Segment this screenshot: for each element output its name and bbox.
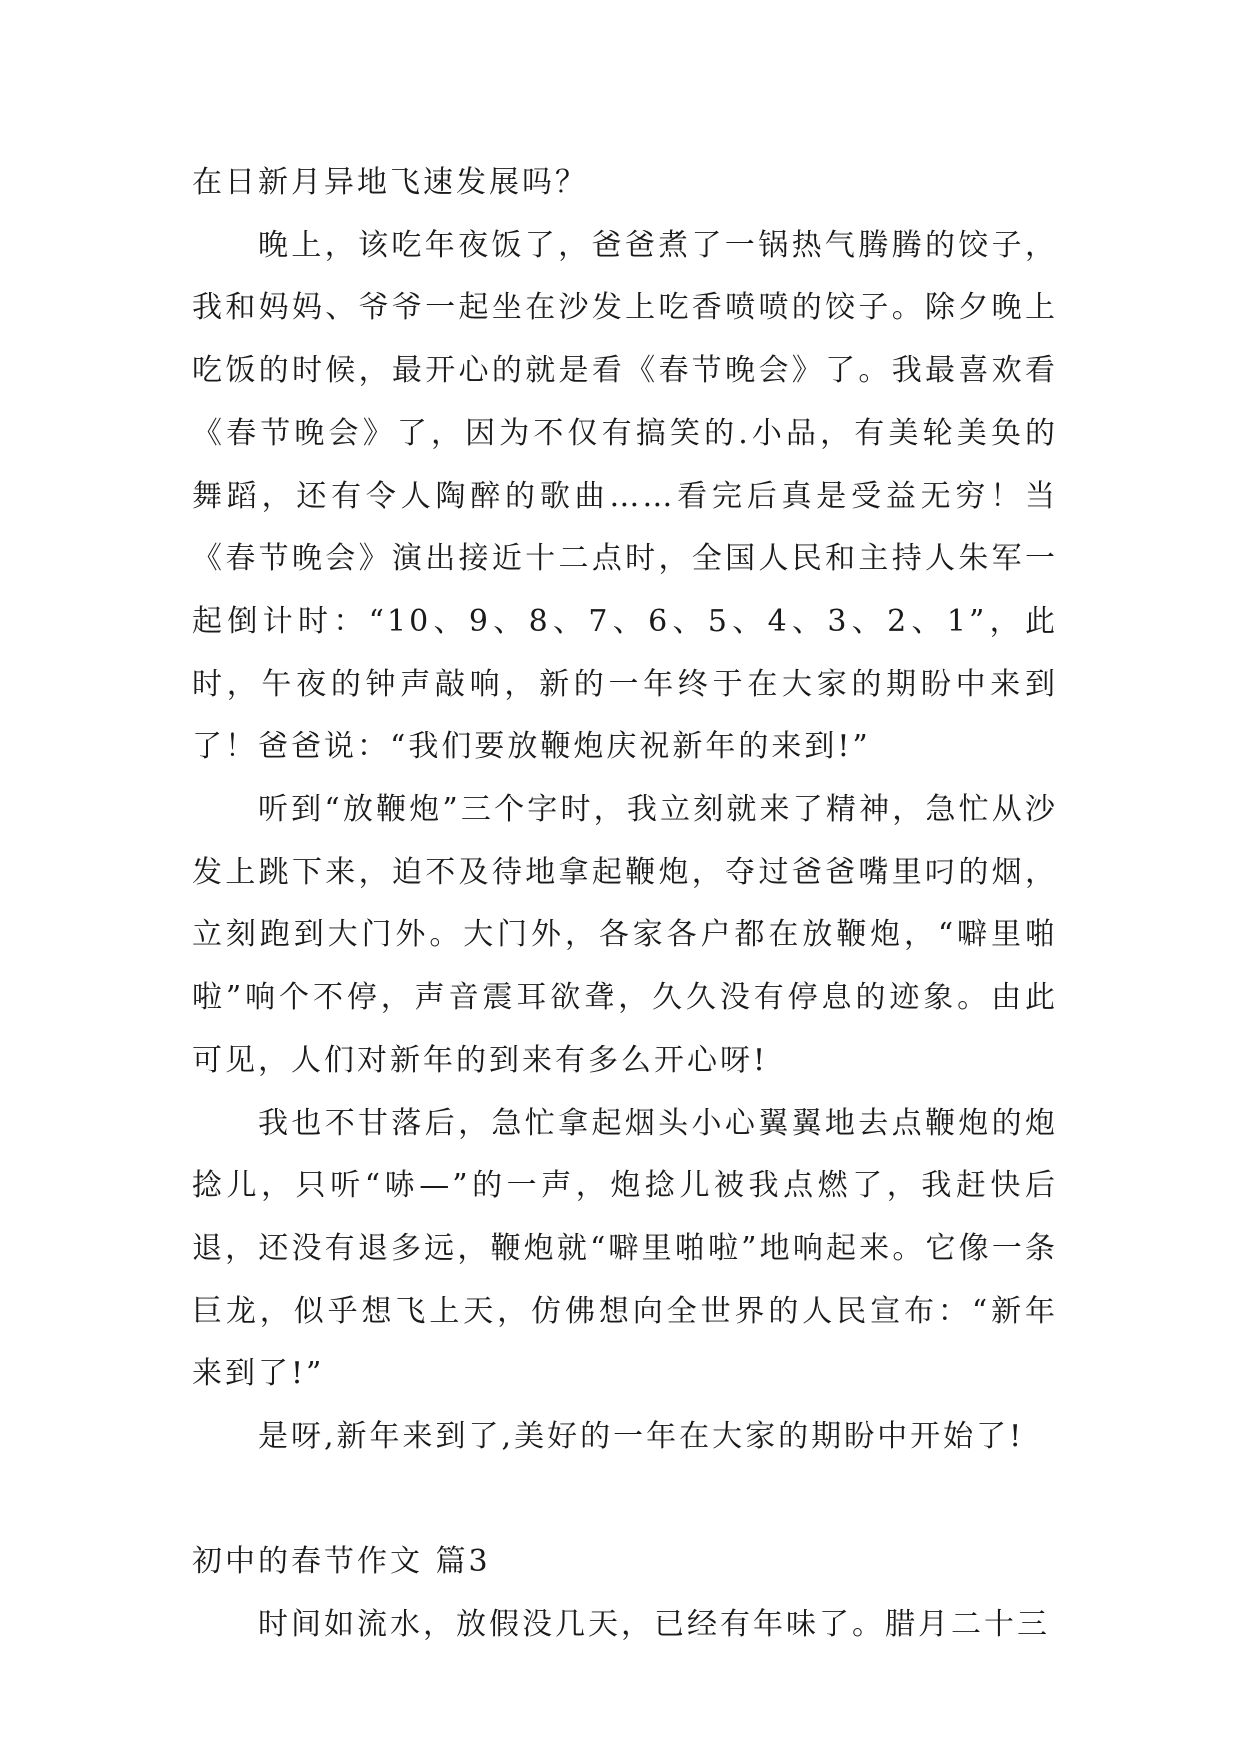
paragraph-new-year-arrived: 是呀,新年来到了,美好的一年在大家的期盼中开始了! [258, 1419, 1025, 1455]
paragraph-new-year-eve-dinner: 晚上，该吃年夜饭了，爸爸煮了一锅热气腾腾的饺子，我和妈妈、爷爷一起坐在沙发上吃香喷喷的饺子。除夕晚上吃饭的时候，最开心的就是看《春节晚会》了。我最喜欢看《春节晚会》了，因为不仅有搞笑的.小品，有美轮美奂的舞蹈，还有令人陶醉的歌曲……看完后真是受益无穷！当《春节晚会》演出接近十二点时，全国人民和主持人朱军一起倒计时：“10、9、8、7、6、5、4、3、2、1”，此时，午夜的钟声敲响，新的一年终于在大家的期盼中来到了！爸爸说：“我们要放鞭炮庆祝新年的来到!” [192, 227, 1058, 765]
section-spacer [192, 1469, 1058, 1532]
paragraph-lighting-firecrackers: 我也不甘落后，急忙拿起烟头小心翼翼地去点鞭炮的炮捻儿，只听“哧—”的一声，炮捻儿被我点燃了，我赶快后退，还没有退多远，鞭炮就“噼里啪啦”地响起来。它像一条巨龙，似乎想飞上天，仿佛想向全世界的人民宣布：“新年来到了!” [192, 1105, 1058, 1392]
paragraph-continuation: 在日新月异地飞速发展吗？ [192, 165, 588, 200]
document-body [192, 152, 1058, 1657]
section-heading: 初中的春节作文 篇3 [192, 1544, 491, 1580]
paragraph-firecrackers: 听到“放鞭炮”三个字时，我立刻就来了精神，急忙从沙发上跳下来，迫不及待地拿起鞭炮，夺过爸爸嘴里叼的烟，立刻跑到大门外。大门外，各家各户都在放鞭炮，“噼里啪啦”响个不停，声音震耳欲聋，久久没有停息的迹象。由此可见，人们对新年的到来有多么开心呀! [192, 792, 1058, 1078]
paragraph-section-3-opening: 时间如流水，放假没几天，已经有年味了。腊月二十三 [258, 1607, 1050, 1643]
